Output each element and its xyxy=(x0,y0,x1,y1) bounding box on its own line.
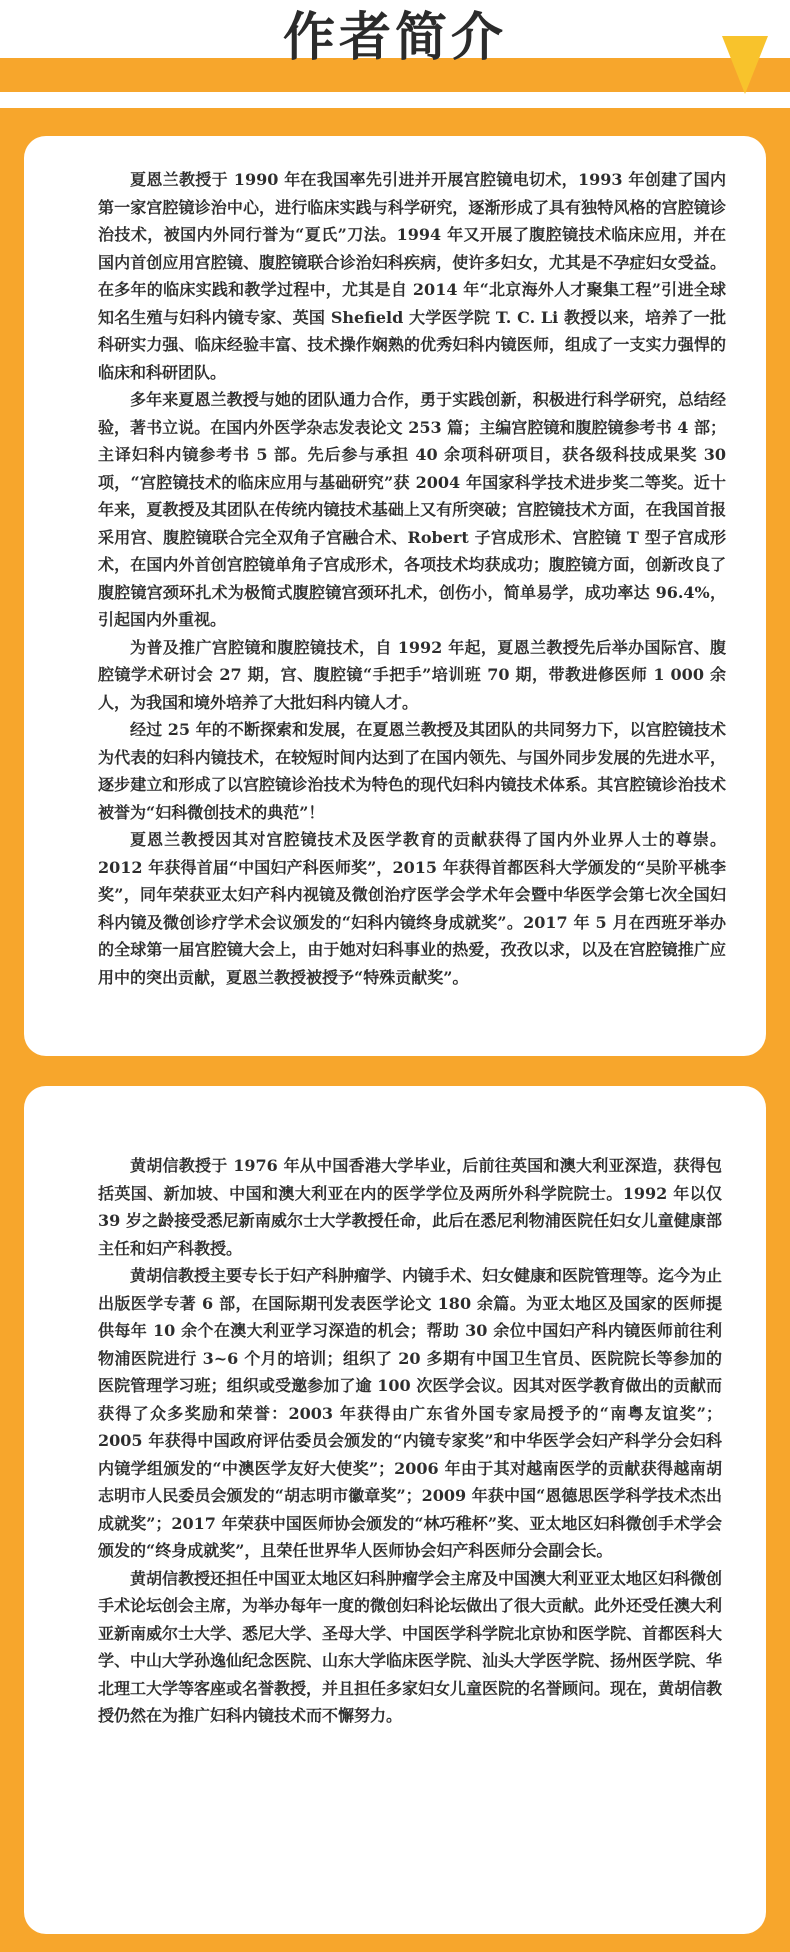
triangle-down-icon xyxy=(722,36,768,94)
bio1-paragraph-5: 夏恩兰教授因其对宫腔镜技术及医学教育的贡献获得了国内外业界人士的尊崇。2012 年获得首届“中国妇产科医师奖”，2015 年获得首都医科大学颁发的“吴阶平桃李奖”，同年荣获亚太妇产科内视镜及微创治疗医学会学术年会暨中华医学会第七次全国妇科内镜及微创诊疗学术会议颁发的“妇科内镜终身成就奖”。2017 年 5 月在西班牙举办的全球第一届宫腔镜大会上，由于她对妇科事业的热爱，孜孜以求，以及在宫腔镜推广应用中的突出贡献，夏恩兰教授被授予“特殊贡献奖”。 xyxy=(98,830,726,987)
bio2-paragraph-1: 黄胡信教授于 1976 年从中国香港大学毕业，后前往英国和澳大利亚深造，获得包括英国、新加坡、中国和澳大利亚在内的医学学位及两所外科学院院士。1992 年以仅 39 岁之龄接受悉尼新南威尔士大学教授任命，此后在悉尼利物浦医院任妇女儿童健康部主任和妇产科教授。 xyxy=(98,1156,722,1258)
bio1-paragraph-2: 多年来夏恩兰教授与她的团队通力合作，勇于实践创新，积极进行科学研究，总结经验，著书立说。在国内外医学杂志发表论文 253 篇；主编宫腔镜和腹腔镜参考书 4 部；主译妇科内镜参考书 5 部。先后参与承担 40 余项科研项目，获各级科技成果奖 30 项，“宫腔镜技术的临床应用与基础研究”获 2004 年国家科学技术进步奖二等奖。近十年来，夏教授及其团队在传统内镜技术基础上又有所突破；宫腔镜技术方面，在我国首报采用宫、腹腔镜联合完全双角子宫融合术、Robert 子宫成形术、宫腔镜 T 型子宫成形术，在国内外首创宫腔镜单角子宫成形术，各项技术均获成功；腹腔镜方面，创新改良了腹腔镜宫颈环扎术为极简式腹腔镜宫颈环扎术，创伤小，简单易学，成功率达 96.4%，引起国内外重视。 xyxy=(98,390,726,629)
bio-card-xia-enlan xyxy=(24,136,766,1056)
page-title: 作者简介 xyxy=(282,8,507,68)
bio1-paragraph-1: 夏恩兰教授于 1990 年在我国率先引进并开展宫腔镜电切术，1993 年创建了国内第一家宫腔镜诊治中心，进行临床实践与科学研究，逐渐形成了具有独特风格的宫腔镜诊治技术，被国内外同行誉为“夏氏”刀法。1994 年又开展了腹腔镜技术临床应用，并在国内首创应用宫腔镜、腹腔镜联合诊治妇科疾病，使许多妇女，尤其是不孕症妇女受益。在多年的临床实践和教学过程中，尤其是自 2014 年“北京海外人才聚集工程”引进全球知名生殖与妇科内镜专家、英国 Shefield 大学医学院 T. C. Li 教授以来，培养了一批科研实力强、临床经验丰富、技术操作娴熟的优秀妇科内镜医师，组成了一支实力强悍的临床和科研团队。 xyxy=(98,170,726,382)
bio1-paragraph-3: 为普及推广宫腔镜和腹腔镜技术，自 1992 年起，夏恩兰教授先后举办国际宫、腹腔镜学术研讨会 27 期，宫、腹腔镜“手把手”培训班 70 期，带教进修医师 1 000 余人，为我国和境外培养了大批妇科内镜人才。 xyxy=(98,637,726,712)
bio2-paragraph-3: 黄胡信教授还担任中国亚太地区妇科肿瘤学会主席及中国澳大利亚亚太地区妇科微创手术论坛创会主席，为举办每年一度的微创妇科论坛做出了很大贡献。此外还受任澳大利亚新南威尔士大学、悉尼大学、圣母大学、中国医学科学院北京协和医学院、首都医科大学、中山大学孙逸仙纪念医院、山东大学临床医学院、汕头大学医学院、扬州医学院、华北理工大学等客座或名誉教授，并且担任多家妇女儿童医院的名誉顾问。现在，黄胡信教授仍然在为推广妇科内镜技术而不懈努力。 xyxy=(98,1568,723,1725)
bio2-paragraph-2: 黄胡信教授主要专长于妇产科肿瘤学、内镜手术、妇女健康和医院管理等。迄今为止出版医学专著 6 部，在国际期刊发表医学论文 180 余篇。为亚太地区及国家的医师提供每年 10 余个在澳大利亚学习深造的机会；帮助 30 余位中国妇产科内镜医师前往利物浦医院进行 3~6 个月的培训；组织了 20 多期有中国卫生官员、医院院长等参加的医院管理学习班；组织或受邀参加了逾 100 次医学会议。因其对医学教育做出的贡献而获得了众多奖励和荣誉：2003 年获得由广东省外国专家局授予的“南粤友谊奖”；2005 年获得中国政府评估委员会颁发的“内镜专家奖”和中华医学会妇产科学分会妇科内镜学组颁发的“中澳医学友好大使奖”；2006 年由于其对越南医学的贡献获得越南胡志明市人民委员会颁发的“胡志明市徽章奖”；2009 年获中国“恩德思医学科学技术杰出成就奖”；2017 年荣获中国医师协会颁发的“林巧稚杯”奖、亚太地区妇科微创手术学会颁发的“终身成就奖”，且荣任世界华人医师协会妇产科医师分会副会长。 xyxy=(98,1266,723,1560)
bio1-paragraph-4: 经过 25 年的不断探索和发展，在夏恩兰教授及其团队的共同努力下，以宫腔镜技术为代表的妇科内镜技术，在较短时间内达到了在国内领先、与国外同步发展的先进水平，逐步建立和形成了以宫腔镜诊治技术为特色的现代妇科内镜技术体系。其宫腔镜诊治技术被誉为“妇科微创技术的典范”！ xyxy=(98,720,726,822)
bio-card-huang-huxin xyxy=(24,1086,766,1934)
